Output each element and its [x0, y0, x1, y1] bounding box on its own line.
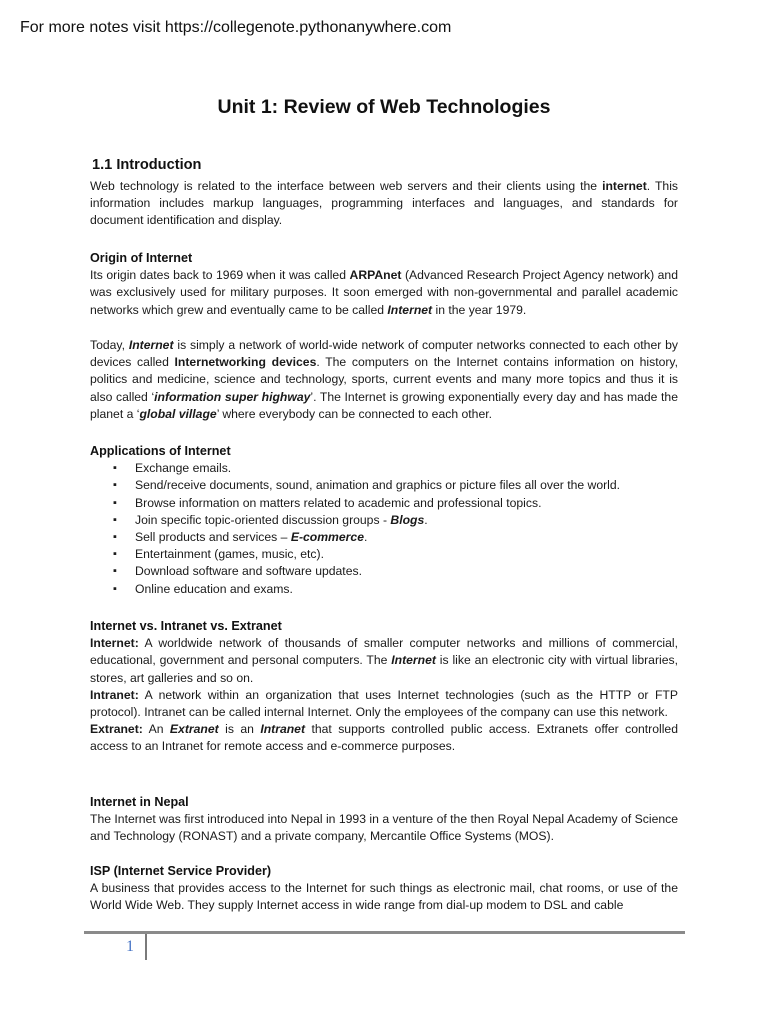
internet-definition: Internet: A worldwide network of thousands of smaller computer networks and millions of commercial, educational, government and personal computers. The Internet is like an electronic city with virtual libraries, stores, art galleries and so on.	[90, 636, 678, 685]
list-item: ▪ Sell products and services – E-commerce.	[90, 529, 678, 546]
header-note: For more notes visit https://collegenote.pythonanywhere.com	[20, 19, 452, 36]
ive-heading: Internet vs. Intranet vs. Extranet	[90, 619, 282, 633]
origin-paragraph: Its origin dates back to 1969 when it was called ARPAnet (Advanced Research Project Agency network) and was exclusively used for military purposes. It soon emerged with non-governmental and parallel academic networks which grew and eventually came to be called Internet in the year 1979.	[90, 268, 678, 317]
list-item: ▪ Entertainment (games, music, etc).	[90, 546, 678, 563]
applications-heading: Applications of Internet	[90, 444, 231, 458]
applications-list	[90, 460, 678, 598]
page-number: 1	[126, 938, 134, 955]
list-item: ▪ Browse information on matters related to academic and professional topics.	[90, 495, 678, 512]
isp-paragraph: A business that provides access to the Internet for such things as electronic mail, chat rooms, or use of the World Wide Web. They supply Internet access in wide range from dial-up modem to DSL and cable	[90, 881, 678, 913]
list-item: ▪ Join specific topic-oriented discussion groups - Blogs.	[90, 512, 678, 529]
isp-heading: ISP (Internet Service Provider)	[90, 864, 272, 878]
isp-section	[90, 863, 678, 915]
nepal-section	[90, 794, 678, 846]
origin-heading: Origin of Internet	[90, 251, 193, 265]
page-title: Unit 1: Review of Web Technologies	[217, 96, 551, 118]
extranet-definition: Extranet: An Extranet is an Intranet that supports controlled public access. Extranets offer controlled access to an Intranet for remote access and e-commerce purposes.	[90, 722, 678, 754]
origin-section	[90, 250, 678, 319]
nepal-paragraph: The Internet was first introduced into Nepal in 1993 in a venture of the then Royal Nepal Academy of Science and Technology (RONAST) and a private company, Mercantile Office Systems (MOS).	[90, 812, 678, 844]
intranet-definition: Intranet: A network within an organization that uses Internet technologies (such as the HTTP or FTP protocol). Intranet can be called internal Internet. Only the employees of the company can use this network.	[90, 687, 678, 720]
internet-intranet-extranet-section	[90, 618, 678, 756]
intro-paragraph: Web technology is related to the interface between web servers and their clients using the internet. This information includes markup languages, programming interfaces and languages, and standards for document identification and display.	[90, 179, 678, 228]
section-heading: 1.1 Introduction	[92, 157, 202, 173]
list-item: ▪ Download software and software updates.	[90, 563, 678, 580]
list-item: ▪ Exchange emails.	[90, 460, 678, 477]
list-item: ▪ Online education and exams.	[90, 581, 678, 598]
footer-tick	[145, 934, 147, 960]
today-paragraph: Today, Internet is simply a network of world-wide network of computer networks connected to each other by devices called Internetworking devices. The computers on the Internet contains information on history, politics and medicine, science and technology, sports, current events and many more topics and thus it is also called ‘information super highway’. The Internet is growing exponentially every day and has made the planet a ‘global village’ where everybody can be connected to each other.	[90, 338, 678, 421]
nepal-heading: Internet in Nepal	[90, 795, 189, 809]
list-item: ▪ Send/receive documents, sound, animation and graphics or picture files all over the world.	[90, 477, 678, 494]
footer-divider	[84, 931, 685, 934]
applications-section	[90, 443, 678, 598]
